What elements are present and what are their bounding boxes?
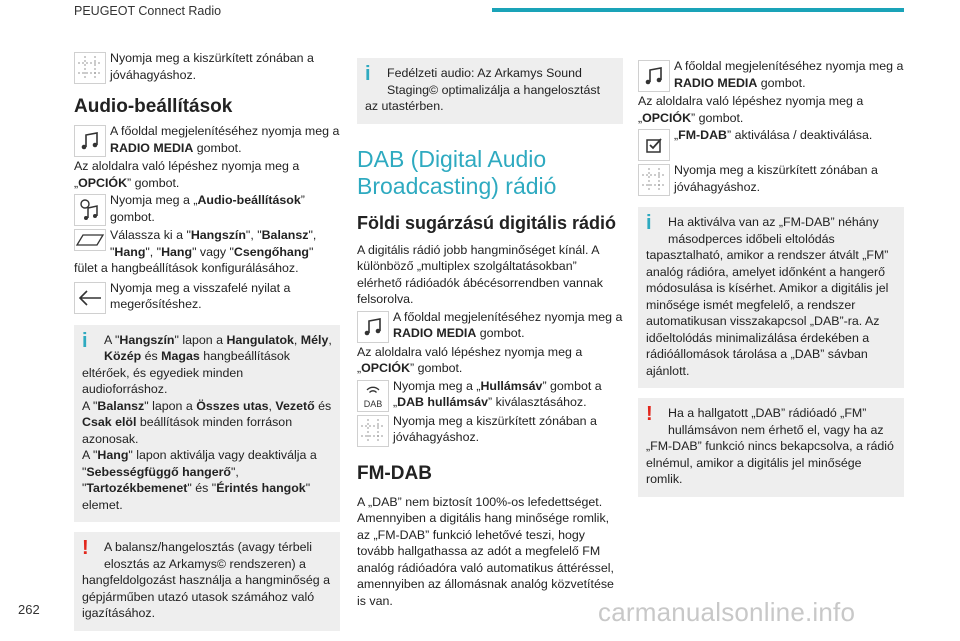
watermark: carmanualsonline.info: [598, 597, 856, 627]
audio-settings-icon: [74, 194, 106, 226]
info-note-arkamys: i Fedélzeti audio: Az Arkamys Sound Staging© optimalizálja a hangelosztást az utastérben.: [357, 58, 623, 124]
audio-settings-text: Nyomja meg a „Audio-beállítások” gombot.: [110, 193, 305, 224]
options-text: Az aloldalra való lépéshez nyomja meg a „OPCIÓK” gombot.: [74, 159, 300, 190]
confirm-zone-text: Nyomja meg a kiszürkített zónában a jóváhagyáshoz.: [393, 413, 597, 444]
music-note-icon: [357, 311, 389, 343]
page-number: 262: [18, 602, 40, 617]
checkbox-icon: [638, 129, 670, 161]
grid-zone-icon: [638, 164, 670, 196]
warning-icon: !: [82, 537, 89, 559]
tabs-text: Válassza ki a "Hangszín", "Balansz", "Hang", "Hang" vagy "Csengőhang" fület a hangbeállítások konfigurálásához.: [74, 228, 317, 275]
info-icon: i: [82, 329, 88, 352]
warning-icon: !: [646, 403, 653, 425]
tabs-step: [74, 227, 340, 278]
column-2: [357, 50, 623, 610]
confirm-zone-text: Nyomja meg a kiszürkített zónában a jóváhagyáshoz.: [110, 51, 314, 82]
column-3: [638, 50, 904, 507]
info-note-tabs: i A "Hangszín" lapon a Hangulatok, Mély, Közép és Magas hangbeállítások eltérőek, és egyediek minden audioforráshoz. A "Balansz" lapon a Összes utas, Vezető és Csak elöl beállítások minden forráson azonosak. A "Hang" lapon aktiválja vagy deaktiválja a "Sebességfüggő hangerő", "Tartozékbemenet" és "Érintés hangok" elemet.: [74, 325, 340, 523]
column-1: [74, 50, 340, 641]
info-icon: i: [646, 212, 652, 234]
radio-media-text: A főoldal megjelenítéséhez nyomja meg a RADIO MEDIA gombot.: [393, 309, 623, 340]
header-accent-bar: [492, 8, 904, 12]
radio-media-text: A főoldal megjelenítéséhez nyomja meg a RADIO MEDIA gombot.: [110, 124, 340, 155]
radio-media-text: A főoldal megjelenítéséhez nyomja meg a RADIO MEDIA gombot.: [674, 59, 904, 90]
music-note-icon: [74, 125, 106, 157]
terrestrial-digital-heading: Földi sugárzású digitális rádió: [357, 212, 617, 233]
back-arrow-text: Nyomja meg a visszafelé nyilat a megerősítéshez.: [110, 280, 291, 311]
grid-zone-icon: [357, 415, 389, 447]
fm-dab-text: A „DAB” nem biztosít 100%-os lefedettséget. Amennyiben a digitális hang minősége romlik, az „FM-DAB” funkció lehetővé teszi, hogy tovább hallgathassa az adót a megfelelő FM analóg rádióadóra való automatikus áttéréssel, amennyiben az állomásnak analóg közvetítése is van.: [357, 494, 614, 608]
confirm-zone-step: [357, 413, 623, 448]
dab-radio-icon: [357, 380, 389, 412]
tab-icon: [74, 229, 106, 251]
back-arrow-icon: [74, 282, 106, 314]
music-note-icon: [638, 60, 670, 92]
radio-media-step: [74, 123, 340, 158]
audio-settings-heading: Audio-beállítások: [74, 96, 233, 117]
grid-zone-icon: [74, 52, 106, 84]
options-text: Az aloldalra való lépéshez nyomja meg a „OPCIÓK” gombot.: [357, 344, 583, 375]
dab-heading: DAB (Digital Audio Broadcasting) rádió: [357, 145, 557, 199]
audio-settings-step: [74, 192, 340, 227]
info-note-fm-dab: i Ha aktiválva van az „FM-DAB” néhány másodperces időbeli eltolódás tapasztalható, amikor a rendszer átvált „FM” analóg rádióra, amelyet időnként a hangerő módosulása is kísérhet. Amikor a digitális jel minősége ismét megfelelő, a rendszer automatikusan visszakapcsol „DAB”-ra. Az időeltolódás minimalizálása érdekében a rádióállomások tárolása a „DAB” sávban ajánlott.: [638, 207, 904, 388]
options-text: Az aloldalra való lépéshez nyomja meg a „OPCIÓK” gombot.: [638, 94, 864, 125]
confirm-zone-step: [638, 162, 904, 197]
dab-icon-label: DAB: [363, 398, 383, 409]
band-text: Nyomja meg a „Hullámsáv” gombot a „DAB hullámsáv” kiválasztásához.: [393, 378, 602, 409]
confirm-zone-step: [74, 50, 340, 85]
dab-intro-text: A digitális rádió jobb hangminőséget kínál. A különböző „multiplex szolgáltatásokban” elérhető rádióadók ábécésorrendben vannak felsorolva.: [357, 242, 603, 306]
fm-dab-toggle-step: [638, 127, 904, 162]
radio-media-step: [638, 58, 904, 93]
fm-dab-toggle-text: „FM-DAB” aktiválása / deaktiválása.: [674, 128, 873, 142]
warning-note-balance: ! A balansz/hangelosztás (avagy térbeli elosztás az Arkamys© rendszeren) a hangfeldolgozást használja a hangminőség a gépjárműben utazó utasok számához való igazításához.: [74, 532, 340, 631]
header-title: PEUGEOT Connect Radio: [74, 4, 222, 18]
radio-media-step: [357, 309, 623, 344]
fm-dab-heading: FM-DAB: [357, 462, 432, 484]
confirm-zone-text: Nyomja meg a kiszürkített zónában a jóváhagyáshoz.: [674, 163, 878, 194]
back-arrow-step: [74, 280, 340, 315]
info-icon: i: [365, 63, 371, 85]
band-step: [357, 378, 623, 413]
warning-note-fm-dab: ! Ha a hallgatott „DAB” rádióadó „FM” hullámsávon nem érhető el, vagy ha az „FM-DAB” funkció nincs bekapcsolva, a rádió elnémul, amikor a digitális jel minősége romlik.: [638, 398, 904, 497]
